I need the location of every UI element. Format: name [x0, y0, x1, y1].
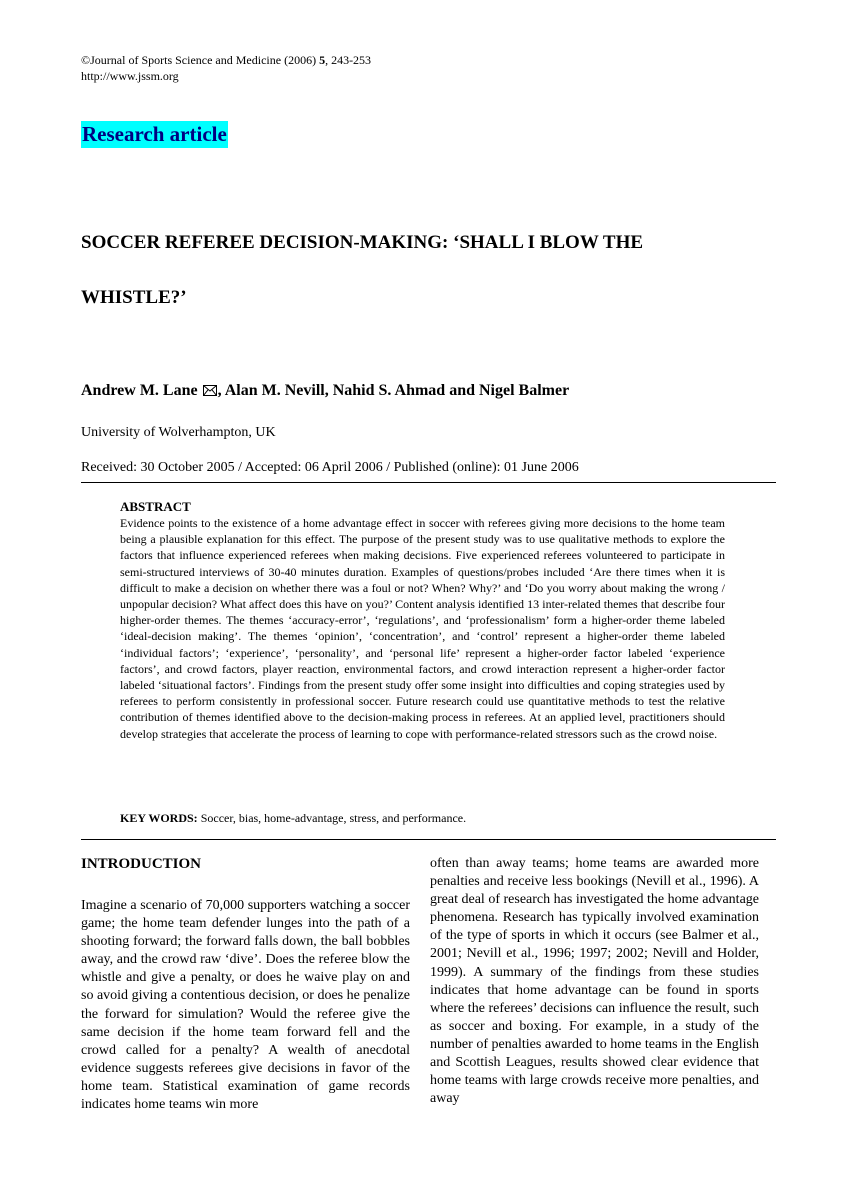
other-authors: , Alan M. Nevill, Nahid S. Ahmad and Nigel Balmer — [217, 382, 570, 399]
keywords-text: Soccer, bias, home-advantage, stress, and performance. — [197, 811, 467, 825]
header-divider — [81, 482, 776, 483]
journal-pages: , 243-253 — [325, 53, 372, 67]
journal-volume: 5 — [319, 53, 326, 67]
intro-paragraph-left: Imagine a scenario of 70,000 supporters watching a soccer game; the home team defender lunges into the path of a shooting forward; the forward falls down, the ball bobbles away, and the crowd raw ‘dive’. Does the referee blow the whistle and give a penalty, or does he waive play on and so avoid giving a contentious decision, or does he penalize the forward for simulation? Would the referee give the same decision if the home team forward fell and the crowd called for a penalty? A wealth of anecdotal evidence suggests referees give decisions in favor of the home team. Statistical examination of game records indicates home teams win more — [81, 898, 410, 1113]
mail-icon[interactable] — [203, 385, 217, 396]
publication-dates: Received: 30 October 2005 / Accepted: 06 April 2006 / Published (online): 01 June 2006 — [81, 460, 579, 475]
intro-left-column — [81, 855, 410, 1114]
journal-url[interactable]: http://www.jssm.org — [81, 69, 179, 83]
intro-right-column — [430, 855, 759, 1108]
title-line-2: WHISTLE?’ — [81, 287, 187, 308]
journal-line — [81, 52, 371, 68]
journal-name: ©Journal of Sports Science and Medicine (2006) — [81, 53, 320, 67]
abstract-section — [120, 498, 725, 742]
abstract-text: Evidence points to the existence of a home advantage effect in soccer with referees giving more decisions to the home team being a plausible explanation for this effect. The purpose of the present study was to use qualitative methods to explore the factors that influence experienced referees when making decisions. Five experienced referees volunteered to participate in semi-structured interviews of 30-40 minutes duration. Examples of questions/probes included ‘Are there times when it is difficult to make a decision on whether there was a foul or not? When? Why?’ and ‘Do you worry about making the wrong / unpopular decision? What affect does this have on you?’ Content analysis identified 13 inter-related themes that describe four higher-order themes. The themes ‘accuracy-error’, ‘regulations’, and ‘professionalism’ form a higher-order theme labeled ‘ideal-decision making’. The themes ‘opinion’, ‘concentration’, and ‘control’ represent a higher-order theme labeled ‘individual factors’; ‘experience’, ‘personality’, and ‘personal life’ represent a higher-order factor labeled ‘experience factors’, and crowd factors, player reaction, environmental factors, and crowd interaction represent a higher-order factor labeled ‘situational factors’. Findings from the present study offer some insight into difficulties and coping strategies used by referees to perform consistently in professional soccer. Future research could use quantitative methods to test the relative contribution of themes identified above to the decision-making process in referees. At an applied level, practitioners should develop strategies that accelerate the process of learning to cope with performance-related stressors such as the crowd noise. — [120, 516, 725, 741]
intro-heading: INTRODUCTION — [81, 856, 202, 872]
first-author: Andrew M. Lane — [81, 382, 198, 399]
affiliation: University of Wolverhampton, UK — [81, 425, 276, 440]
intro-paragraph-right: often than away teams; home teams are awarded more penalties and receive less bookings (Nevill et al., 1996). A great deal of research has investigated the home advantage phenomena. Research has typically involved examination of the type of sports in which it occurs (see Balmer et al., 2001; Nevill et al., 1996; 1997; 2002; Nevill and Holder, 1999). A summary of the findings from these studies indicates that home advantage can be found in sports where the referees’ decisions can influence the result, such as soccer and boxing. For example, in a study of the number of penalties awarded to home teams in the English and Scottish Leagues, results showed clear evidence that home teams with large crowds receive more penalties, and away — [430, 856, 759, 1107]
paper-title — [81, 228, 781, 313]
title-line-1: SOCCER REFEREE DECISION-MAKING: ‘SHALL I BLOW THE — [81, 232, 644, 253]
abstract-heading: ABSTRACT — [120, 499, 191, 514]
abstract-divider — [81, 839, 776, 840]
journal-citation — [81, 52, 371, 84]
article-type-label: Research article — [82, 122, 227, 146]
keywords-label: KEY WORDS: — [120, 811, 198, 825]
keywords — [120, 811, 466, 826]
author-list — [81, 382, 569, 400]
